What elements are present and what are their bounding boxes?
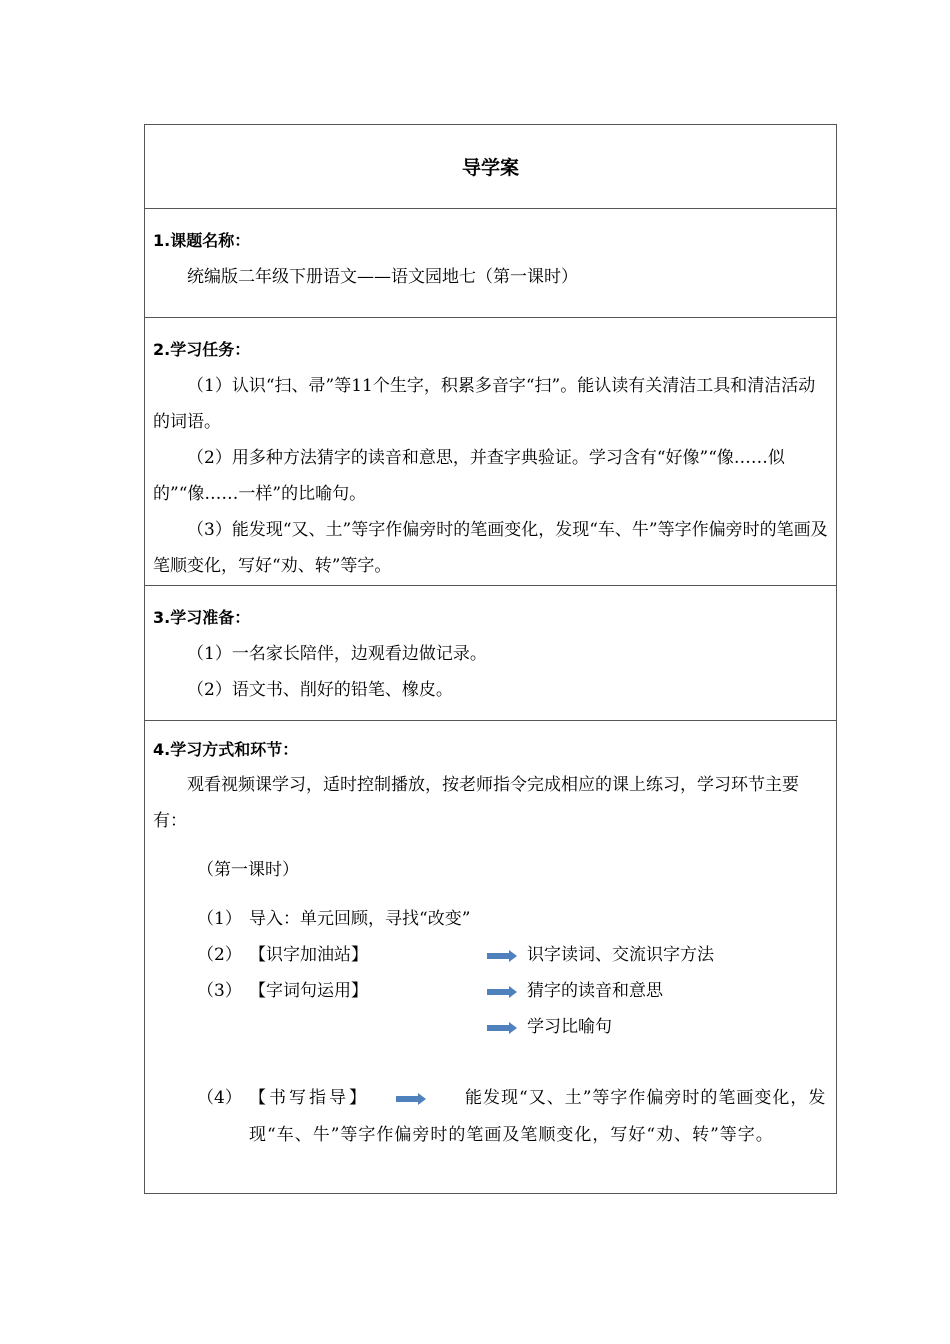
title-row xyxy=(145,125,836,208)
section-tasks-heading: 2.学习任务： xyxy=(153,340,251,359)
step-3-result-1: 猜字的读音和意思 xyxy=(527,981,663,1001)
lesson-plan-table xyxy=(144,124,837,1194)
step-3-number: （3） xyxy=(197,981,242,1001)
section-tasks xyxy=(145,317,836,585)
step-3-result-2: 学习比喻句 xyxy=(527,1017,612,1037)
step-3-label: 【字词句运用】 xyxy=(249,981,368,1001)
section-topic xyxy=(145,208,836,317)
period-label: （第一课时） xyxy=(197,860,299,880)
section-preparation xyxy=(145,585,836,720)
task-2: （2）用多种方法猜字的读音和意思，并查字典验证。学习含有“好像”“像……似的”“像……一样”的比喻句。 xyxy=(153,448,785,504)
step-1-label: 导入：单元回顾，寻找“改变” xyxy=(249,909,471,929)
step-2-label: 【识字加油站】 xyxy=(249,945,368,965)
arrow-right-icon xyxy=(487,1022,517,1034)
step-4-label: 【书写指导】 xyxy=(249,1088,369,1108)
step-4-result: 能发现“又、土”等字作偏旁时的笔画变化，发现“车、牛”等字作偏旁时的笔画及笔顺变化，写好“劝、转”等字。 xyxy=(249,1088,827,1145)
prep-1: （1）一名家长陪伴，边观看边做记录。 xyxy=(187,644,487,664)
section-topic-heading: 1.课题名称： xyxy=(153,231,251,250)
section-preparation-heading: 3.学习准备： xyxy=(153,608,251,627)
method-intro: 观看视频课学习，适时控制播放，按老师指令完成相应的课上练习，学习环节主要有： xyxy=(153,775,799,831)
arrow-right-icon xyxy=(487,986,517,998)
prep-2: （2）语文书、削好的铅笔、橡皮。 xyxy=(187,680,453,700)
step-4-number: （4） xyxy=(197,1088,242,1108)
step-2-result: 识字读词、交流识字方法 xyxy=(527,945,714,965)
section-method-heading: 4.学习方式和环节： xyxy=(153,740,299,759)
task-3: （3）能发现“又、土”等字作偏旁时的笔画变化，发现“车、牛”等字作偏旁时的笔画及笔顺变化，写好“劝、转”等字。 xyxy=(153,520,828,576)
task-1: （1）认识“扫、帚”等11个生字，积累多音字“扫”。能认读有关清洁工具和清洁活动的词语。 xyxy=(153,376,816,432)
section-method xyxy=(145,720,836,1193)
step-1-number: （1） xyxy=(197,909,242,929)
page-title: 导学案 xyxy=(461,157,519,179)
topic-text: 统编版二年级下册语文——语文园地七（第一课时） xyxy=(187,267,578,287)
step-2-number: （2） xyxy=(197,945,242,965)
arrow-right-icon xyxy=(487,950,517,962)
